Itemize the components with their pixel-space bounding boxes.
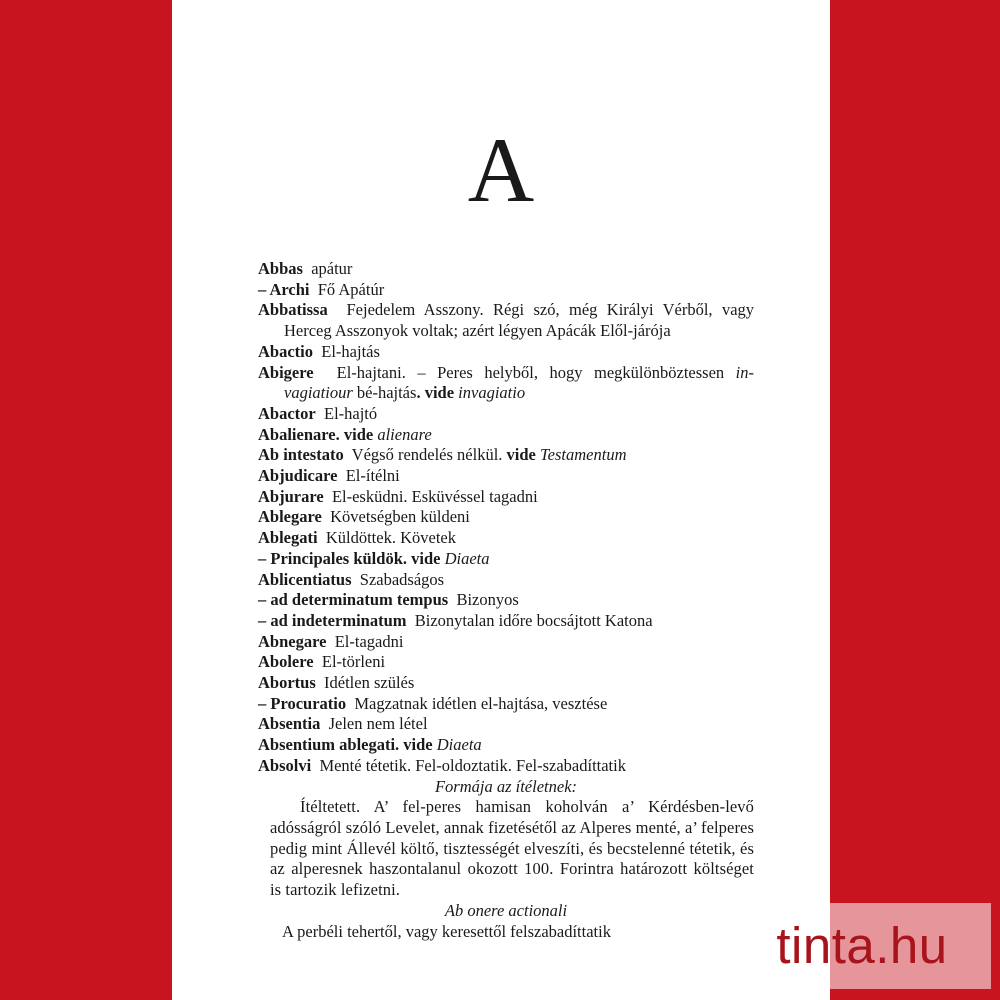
vide-label: . vide — [416, 383, 455, 403]
entry-head: – ad indeterminatum — [258, 610, 407, 630]
section-letter: A — [467, 119, 535, 221]
subheading-caption: Ab onere actionali — [444, 900, 568, 920]
entry-list — [258, 259, 754, 942]
entry-def: Menté tétetik. Fel-oldoztatik. Fel-szabadíttatik — [319, 755, 626, 775]
entry — [258, 528, 754, 549]
vide-target: invagiatio — [458, 383, 526, 403]
vide-label: vide — [506, 445, 536, 465]
entry-head: Absentium ablegati. vide — [258, 735, 433, 755]
entry — [258, 280, 754, 301]
entry-head: Abbatissa — [258, 300, 328, 320]
entry-head: – Archi — [258, 279, 310, 299]
entry — [258, 445, 754, 466]
entry — [258, 611, 754, 632]
entry-def: El-hajtani. — [336, 362, 406, 382]
closing-line: A perbéli tehertől, vagy keresettől felszabadíttatik — [282, 921, 611, 941]
entry-def: Végső rendelés nélkül. — [351, 445, 503, 465]
entry-def: Szabadságos — [359, 569, 445, 589]
entry-def: El-hajtás — [321, 341, 380, 361]
entry-head: Ablicentiatus — [258, 569, 352, 589]
entry — [258, 549, 754, 570]
entry-head: Abolere — [258, 652, 314, 672]
entry-head: Abalienare. vide — [258, 424, 374, 444]
entry-def: Idétlen szülés — [324, 673, 415, 693]
entry-def: Küldöttek. Követek — [325, 528, 456, 548]
entry-head: Abigere — [258, 362, 314, 382]
entry — [258, 652, 754, 673]
entry — [258, 507, 754, 528]
entry-def: apátur — [311, 259, 353, 278]
entry — [258, 259, 754, 280]
entry — [258, 590, 754, 611]
entry-head: – Principales küldök. vide — [258, 548, 441, 568]
entry-head: Ablegati — [258, 528, 318, 548]
entry-head: Ablegare — [258, 507, 322, 527]
entry-def: Magzatnak idétlen el-hajtása, vesztése — [354, 693, 608, 713]
entry-head: Abnegare — [258, 631, 327, 651]
entry — [258, 487, 754, 508]
entry-def: El-esküdni. Esküvéssel tagadni — [331, 486, 538, 506]
entry — [258, 404, 754, 425]
entry — [258, 363, 754, 404]
entry-def: bé-hajtás — [356, 383, 417, 403]
vide-target: Diaeta — [444, 548, 490, 568]
entry — [258, 466, 754, 487]
entry — [258, 735, 754, 756]
entry-head: Absolvi — [258, 755, 312, 775]
entry-head: Abjurare — [258, 486, 324, 506]
vide-target: Diaeta — [436, 735, 482, 755]
entry-def: El-törleni — [321, 652, 386, 672]
entry — [258, 714, 754, 735]
entry — [258, 300, 754, 341]
entry — [258, 673, 754, 694]
form-caption: Formája az ítéletnek: — [434, 776, 578, 796]
entry-def: Fejedelem Asszony. Régi szó, még Királyi Vérből, vagy Herceg Asszonyok voltak; azért légyen Apácák Elől-járója — [284, 300, 755, 341]
entry-def: El-ítélni — [345, 466, 400, 486]
entry-head: Abactio — [258, 341, 313, 361]
entry — [258, 342, 754, 363]
entry — [258, 756, 754, 777]
entry-head: – Procuratio — [258, 693, 347, 713]
entry-head: Abortus — [258, 673, 316, 693]
entry-head: Absentia — [258, 714, 321, 734]
entry-head: Ab intestato — [258, 445, 344, 465]
verdict-text: Ítéltetett. A’ fel-peres hamisan koholván a’ Kérdésben-levő adósságról szóló Levelet, annak fizetésétől az Alperes menté, a’ felperes pedig mint Állevél költő, tisztességét elveszíti, és becstelenné tétetik, és az alperesnek haszontalanul okozott 100. Forintra határozott költséget is tartozik lefizetni. — [270, 797, 754, 900]
entry-def: – Peres helyből, hogy megkülönböztessen — [417, 362, 725, 382]
entry — [258, 632, 754, 653]
entry — [258, 694, 754, 715]
entry-def: Jelen nem létel — [328, 714, 428, 734]
entry-head: – ad determinatum tempus — [258, 590, 449, 610]
entry-head: Abjudicare — [258, 466, 338, 486]
entry-def-italic: in-vagiatiour — [284, 362, 755, 403]
entry-def: Bizonyos — [456, 590, 519, 610]
entry-def: Követségben küldeni — [330, 507, 470, 527]
dictionary-page — [172, 0, 830, 1000]
entry — [258, 425, 754, 446]
entry-def: Bizonytalan időre bocsájtott Katona — [414, 610, 653, 630]
publisher-watermark: tinta.hu — [733, 903, 991, 989]
vide-target: alienare — [377, 424, 432, 444]
vide-target: Testamentum — [540, 445, 627, 465]
entry-head: Abbas — [258, 259, 303, 278]
entry — [258, 570, 754, 591]
entry-def: El-tagadni — [334, 631, 404, 651]
entry-head: Abactor — [258, 403, 316, 423]
entry-def: El-hajtó — [323, 403, 378, 423]
entry-def: Fő Apátúr — [317, 279, 385, 299]
